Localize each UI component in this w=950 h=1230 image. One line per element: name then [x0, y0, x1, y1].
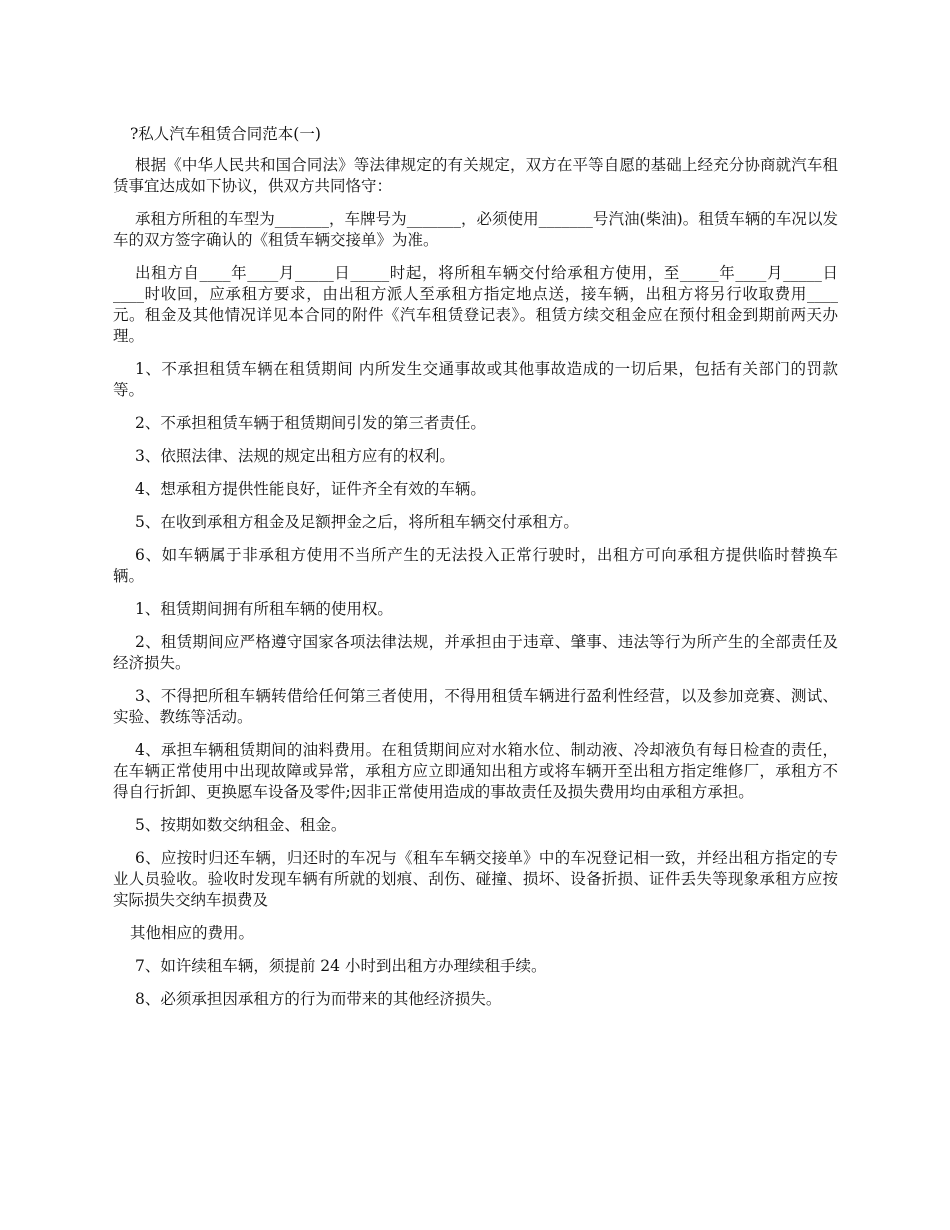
lessor-clause-4: 4、想承租方提供性能良好，证件齐全有效的车辆。 [135, 480, 486, 498]
lessor-clause-1: 1、不承担租赁车辆在租赁期间 内所发生交通事故或其他事故造成的一切后果，包括有关部门的罚款等。 [113, 360, 838, 399]
lessee-clause-3: 3、不得把所租车辆转借给任何第三者使用，不得用租赁车辆进行盈利性经营，以及参加竞赛、测试、实验、教练等活动。 [113, 687, 838, 726]
document-title: ?私人汽车租赁合同范本(一) [130, 125, 321, 143]
document-page [113, 124, 838, 1022]
lessee-clause-8: 8、必须承担因承租方的行为而带来的其他经济损失。 [135, 990, 502, 1008]
lessee-clause-5: 5、按期如数交纳租金、租金。 [135, 816, 347, 834]
lessee-clause-7: 7、如许续租车辆，须提前 24 小时到出租方办理续租手续。 [135, 957, 547, 975]
lessor-clause-6: 6、如车辆属于非承租方使用不当所产生的无法投入正常行驶时，出租方可向承租方提供临时替换车辆。 [113, 546, 838, 585]
lessee-clause-6: 6、应按时归还车辆，归还时的车况与《租车车辆交接单》中的车况登记相一致，并经出租方指定的专业人员验收。验收时发现车辆有所就的划痕、刮伤、碰撞、损坏、设备折损、证件丢失等现象承租方应按实际损失交纳车损费及 [113, 849, 838, 909]
paragraph-vehicle-model: 承租方所租的车型为_______，车牌号为_______，必须使用_______号汽油(柴油)。租赁车辆的车况以发车的双方签字确认的《租赁车辆交接单》为准。 [113, 210, 838, 249]
lessee-clause-1: 1、租赁期间拥有所租车辆的使用权。 [135, 600, 393, 618]
lessee-clause-6-continued: 其他相应的费用。 [130, 924, 255, 942]
lessor-clause-2: 2、不承担租赁车辆于租赁期间引发的第三者责任。 [135, 414, 486, 432]
lessor-clause-5: 5、在收到承租方租金及足额押金之后，将所租车辆交付承租方。 [135, 513, 579, 531]
lessor-clause-3: 3、依照法律、法规的规定出租方应有的权利。 [135, 447, 455, 465]
paragraph-rental-period: 出租方自____年____月_____日_____时起，将所租车辆交付给承租方使用，至_____年____月_____日____时收回，应承租方要求，由出租方派人至承租方指定地点送，接车辆，出租方将另行收取费用____元。租金及其他情况详见本合同的附件《汽车租赁登记表》。租赁方续交租金应在预付租金到期前两天办理。 [113, 264, 838, 345]
lessee-clause-2: 2、租赁期间应严格遵守国家各项法律法规，并承担由于违章、肇事、违法等行为所产生的全部责任及经济损失。 [113, 633, 838, 672]
paragraph-preamble: 根据《中华人民共和国合同法》等法律规定的有关规定，双方在平等自愿的基础上经充分协商就汽车租赁事宜达成如下协议，供双方共同恪守： [113, 156, 838, 195]
lessee-clause-4: 4、承担车辆租赁期间的油料费用。在租赁期间应对水箱水位、制动液、冷却液负有每日检查的责任，在车辆正常使用中出现故障或异常，承租方应立即通知出租方或将车辆开至出租方指定维修厂，承租方不得自行折卸、更换愿车设备及零件;因非正常使用造成的事故责任及损失费用均由承租方承担。 [113, 741, 838, 801]
